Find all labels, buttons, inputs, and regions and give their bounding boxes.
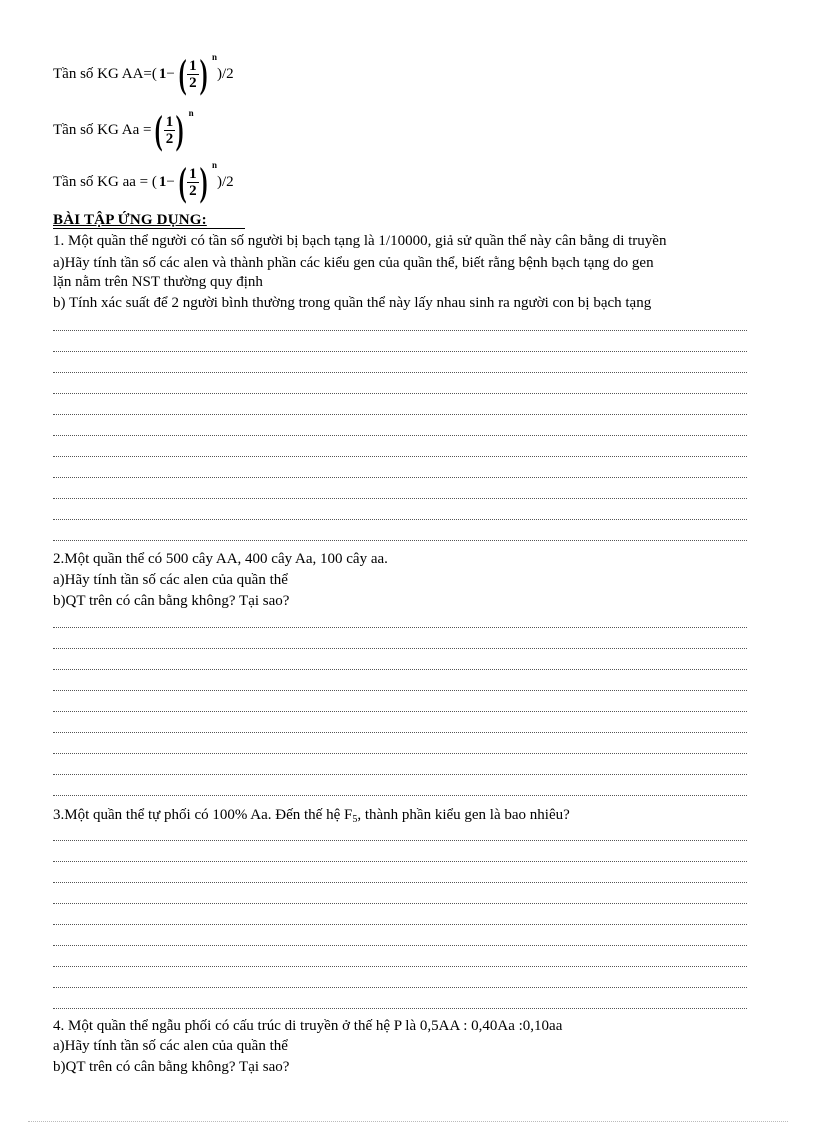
- answer-dotted-line: [53, 732, 747, 733]
- answer-dotted-line: [53, 372, 747, 373]
- q3-text-pre: 3.Một quần thể tự phối có 100% Aa. Đến thế hệ F: [53, 807, 353, 823]
- answer-dotted-line: [53, 498, 747, 499]
- answer-dotted-line: [53, 627, 747, 628]
- left-paren: (: [178, 51, 187, 96]
- answer-dotted-line: [53, 393, 747, 394]
- q4-line-1: 4. Một quần thể ngẫu phối có cấu trúc di truyền ở thế hệ P là 0,5AA : 0,40Aa :0,10aa: [53, 1018, 563, 1034]
- page-bottom-border: [28, 1121, 788, 1122]
- formula-one: 1: [158, 65, 167, 82]
- fraction-numerator: 1: [165, 113, 174, 130]
- answer-dotted-line: [53, 1008, 747, 1009]
- fraction-denominator: 2: [189, 74, 197, 91]
- formula-tail: )/2: [216, 173, 234, 190]
- answer-dotted-line: [53, 414, 747, 415]
- q1-line-4: b) Tính xác suất để 2 người bình thường trong quần thể này lấy nhau sinh ra người con bị bạch tạng: [53, 295, 652, 311]
- answer-dotted-line: [53, 351, 747, 352]
- answer-dotted-line: [53, 435, 747, 436]
- answer-dotted-line: [53, 753, 747, 754]
- fraction-denominator: 2: [189, 182, 197, 199]
- answer-dotted-line: [53, 669, 747, 670]
- q3-text-post: , thành phần kiểu gen là bao nhiêu?: [357, 807, 570, 823]
- right-paren: ): [199, 159, 208, 204]
- answer-dotted-line: [53, 795, 747, 796]
- fraction-power: [176, 51, 217, 96]
- fraction-numerator: 1: [189, 165, 197, 182]
- answer-dotted-line: [53, 987, 747, 988]
- formula-label: Tần số KG aa = (: [53, 173, 157, 190]
- answer-dotted-line: [53, 945, 747, 946]
- q1-line-2: a)Hãy tính tần số các alen và thành phần các kiểu gen của quần thể, biết rằng bệnh bạch tạng do gen: [53, 255, 654, 271]
- exponent: n: [211, 160, 217, 170]
- answer-dotted-line: [53, 477, 747, 478]
- q3-subscript: 5: [352, 814, 358, 825]
- q2-line-1: 2.Một quần thể có 500 cây AA, 400 cây Aa, 100 cây aa.: [53, 551, 388, 567]
- fraction: [164, 114, 176, 147]
- fraction-numerator: 1: [189, 57, 197, 74]
- q2-line-2: a)Hãy tính tần số các alen của quần thể: [53, 572, 288, 588]
- q1-line-1: 1. Một quần thể người có tần số người bị bạch tạng là 1/10000, giả sử quần thể này cân bằng di truyền: [53, 233, 667, 249]
- formula-tail: )/2: [217, 65, 234, 82]
- answer-dotted-line: [53, 690, 747, 691]
- answer-dotted-line: [53, 540, 747, 541]
- formula-minus: −: [166, 65, 175, 82]
- answer-dotted-line: [53, 903, 747, 904]
- right-paren: ): [175, 107, 184, 152]
- answer-dotted-line: [53, 774, 747, 775]
- formula-aa-homozygous-dominant: [53, 51, 234, 96]
- section-title: BÀI TẬP ỨNG DỤNG:: [53, 212, 207, 228]
- left-paren: (: [155, 107, 164, 152]
- fraction: [187, 58, 199, 91]
- answer-dotted-line: [53, 861, 747, 862]
- answer-dotted-line: [53, 882, 747, 883]
- left-paren: (: [178, 159, 187, 204]
- formula-aa-heterozygous: [53, 107, 194, 152]
- formula-one: 1: [158, 173, 167, 190]
- formula-label: Tần số KG AA=(: [53, 65, 157, 82]
- answer-dotted-line: [53, 330, 747, 331]
- answer-dotted-line: [53, 840, 747, 841]
- fraction-power: [152, 107, 194, 152]
- fraction-denominator: 2: [165, 130, 174, 147]
- answer-dotted-line: [53, 648, 747, 649]
- fraction: [187, 166, 199, 199]
- section-title-underline: [53, 228, 245, 229]
- right-paren: ): [199, 51, 208, 96]
- exponent: n: [188, 108, 194, 118]
- q1-line-3: lặn nằm trên NST thường quy định: [53, 274, 263, 290]
- formula-minus: −: [166, 173, 175, 190]
- exponent: n: [211, 52, 217, 62]
- answer-dotted-line: [53, 924, 747, 925]
- formula-label: Tần số KG Aa =: [53, 121, 152, 138]
- formula-aa-homozygous-recessive: [53, 159, 234, 204]
- q4-line-2: a)Hãy tính tần số các alen của quần thể: [53, 1038, 288, 1054]
- q3-line-1: [53, 806, 570, 829]
- q4-line-3: b)QT trên có cân bằng không? Tại sao?: [53, 1059, 290, 1075]
- answer-dotted-line: [53, 711, 747, 712]
- answer-dotted-line: [53, 519, 747, 520]
- fraction-power: [176, 159, 217, 204]
- q2-line-3: b)QT trên có cân bằng không? Tại sao?: [53, 593, 290, 609]
- answer-dotted-line: [53, 966, 747, 967]
- answer-dotted-line: [53, 456, 747, 457]
